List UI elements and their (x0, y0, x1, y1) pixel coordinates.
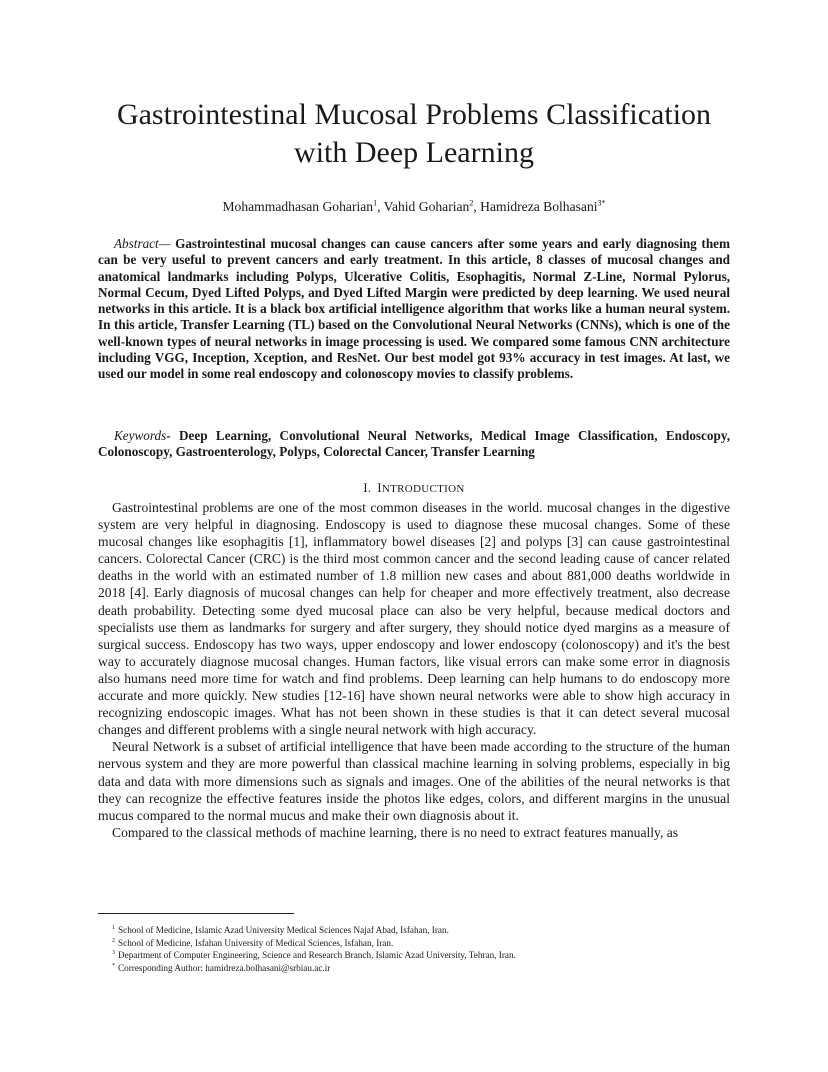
footnote-mark: 2 (112, 937, 115, 944)
footnote-mark: 1 (112, 924, 115, 931)
abstract-text: Gastrointestinal mucosal changes can cause cancers after some years and early diagnosing them can be very useful to prevent cancers and early treatment. In this article, 8 classes of mucosal changes and anatomical landmarks including Polyps, Ulcerative Colitis, Esophagitis, Normal Z-Line, Normal Pylorus, Normal Cecum, Dyed Lifted Polyps, and Dyed Lifted Margin were predicted by deep learning. We used neural networks in this article. It is a black box artificial intelligence algorithm that works like a human neural system. In this article, Transfer Learning (TL) based on the Convolutional Neural Networks (CNNs), which is one of the well-known types of neural networks in image processing is used. We compared some famous CNN architecture including VGG, Inception, Xception, and ResNet. Our best model got 93% accuracy in test images. At last, we used our model in some real endoscopy and colonoscopy movies to classify problems. (98, 236, 730, 382)
abstract-label: Abstract— (114, 236, 171, 251)
footnote-mark: * (112, 962, 115, 969)
author-affiliation-mark: 1 (373, 198, 378, 208)
body-paragraph: Gastrointestinal problems are one of the most common diseases in the world. mucosal changes in the digestive system are very helpful in diagnosing. Endoscopy is used to diagnose these mucosal changes. Some of these mucosal changes like esophagitis [1], inflammatory bowel diseases [2] and polyps [3] can cause gastrointestinal cancers. Colorectal Cancer (CRC) is the third most common cancer and the second leading cause of cancer related deaths in the world with an estimated number of 1.8 million new cases and about 881,000 deaths worldwide in 2018 [4]. Early diagnosis of mucosal changes can help for cheaper and more effectively treatment, also decrease death probability. Detecting some dyed mucosal place can also be very helpful, because medical doctors and specialists use them as landmarks for surgery and after surgery, they should notice dyed margins as a measure of surgical success. Endoscopy has two ways, upper endoscopy and lower endoscopy (colonoscopy) and it's the best way to accurately diagnose mucosal changes. Human factors, like visual errors can make some error in diagnosis also humans need more time for watch and find problems. Deep learning can help humans to do endoscopy more accurate and more quickly. New studies [12-16] have shown neural networks were able to show high accuracy in recognizing endoscopic images. What has not been shown in these studies is that it can detect several mucosal changes and different problems with a single neural network with high accuracy. (98, 500, 730, 738)
footnote-text: Department of Computer Engineering, Science and Research Branch, Islamic Azad University, Tehran, Iran. (118, 950, 516, 961)
footnote-mark: 3 (112, 950, 115, 957)
section-number: I. (363, 481, 372, 495)
title-line-1: Gastrointestinal Mucosal Problems Classification (116, 98, 712, 131)
title-line-2: with Deep Learning (294, 136, 534, 169)
section-title-rest: NTRODUCTION (381, 483, 465, 495)
section-heading-introduction (98, 481, 730, 496)
footnote-text: School of Medicine, Islamic Azad University Medical Sciences Najaf Abad, Isfahan, Iran. (118, 925, 449, 935)
introduction-body (98, 499, 730, 841)
footnote-divider (98, 913, 294, 914)
author-separator: , (377, 199, 384, 214)
body-paragraph: Neural Network is a subset of artificial intelligence that have been made according to the structure of the human nervous system and they are more powerful than classical machine learning in solving problems, especially in big data and data with more dimensions such as signals and images. One of the abilities of the neural networks is that they can recognize the effective features inside the photos like edges, colors, and different margins in the unusual mucus compared to the normal mucus and make their own diagnosis about it. (98, 739, 730, 823)
keywords (98, 428, 730, 461)
section-title-initial: I (377, 481, 382, 495)
author-affiliation-mark: 2 (469, 198, 474, 208)
author-separator: , (473, 199, 481, 214)
abstract (98, 236, 730, 383)
footnote (112, 949, 732, 962)
author-name: Hamidreza Bolhasani (480, 199, 598, 214)
paper-title (98, 96, 730, 172)
footnote-text: School of Medicine, Isfahan University of Medical Sciences, Isfahan, Iran. (118, 937, 394, 948)
footnote (112, 937, 732, 950)
keywords-label: Keywords (114, 428, 167, 443)
author-name: Vahid Goharian (383, 199, 470, 214)
author-affiliation-mark: 3* (597, 198, 606, 208)
footnote (112, 924, 732, 937)
keywords-text: - Deep Learning, Convolutional Neural Networks, Medical Image Classification, Endoscopy, Colonoscopy, Gastroenterology, Polyps, Colorectal Cancer, Transfer Learning (98, 428, 730, 460)
body-paragraph: Compared to the classical methods of machine learning, there is no need to extract features manually, as (112, 824, 679, 840)
footnote-text: Corresponding Author: hamidreza.bolhasani@srbiau.ac.ir (118, 962, 331, 973)
footnotes (112, 924, 732, 974)
footnote (112, 962, 732, 975)
author-list (98, 198, 730, 216)
author-name: Mohammadhasan Goharian (222, 199, 374, 214)
